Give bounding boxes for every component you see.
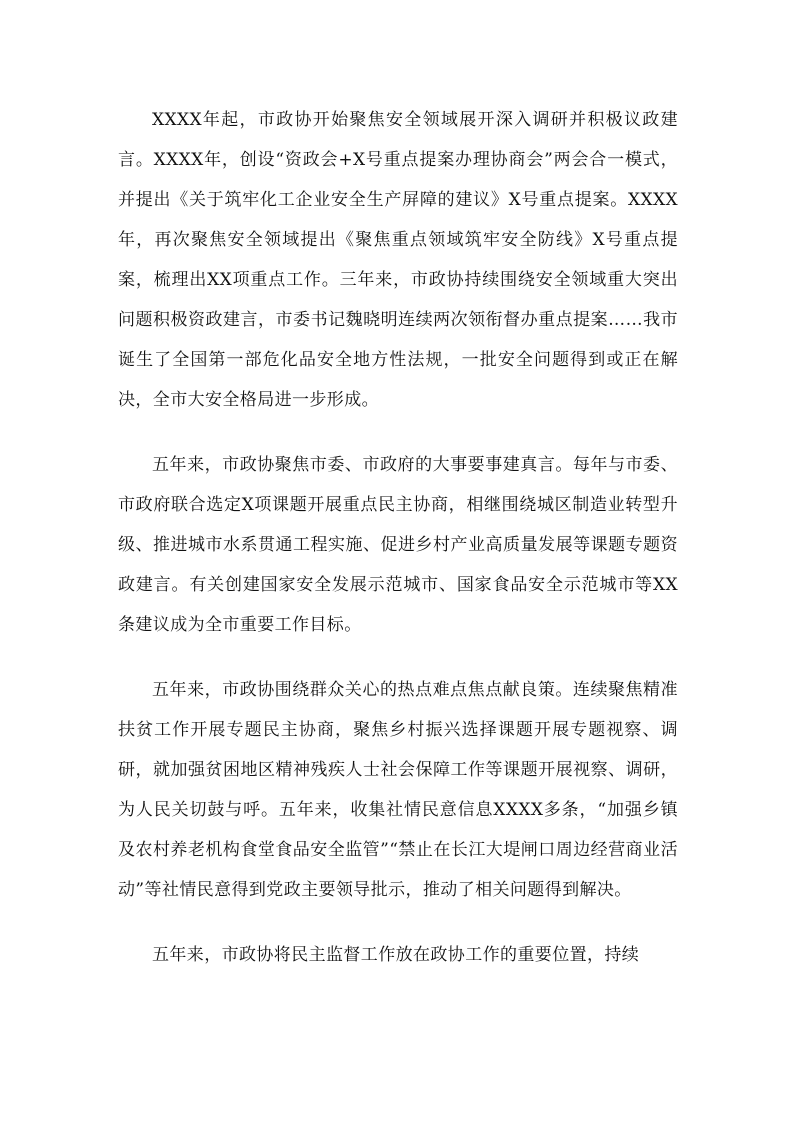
paragraph-democratic-supervision: 五年来，市政协将民主监督工作放在政协工作的重要位置，持续	[152, 945, 640, 965]
paragraph-major-affairs: 五年来，市政协聚焦市委、市政府的大事要事建真言。每年与市委、市政府联合选定X项课题开展重点民主协商，相继围绕城区制造业转型升级、推进城市水系贯通工程实施、促进乡村产业高质量发展等课题专题资政建言。有关创建国家安全发展示范城市、国家食品安全示范城市等XX条建议成为全市重要工作目标。	[118, 455, 678, 635]
document-body	[118, 100, 678, 1000]
paragraph-public-concerns: 五年来，市政协围绕群众关心的热点难点焦点献良策。连续聚焦精准扶贫工作开展专题民主协商，聚焦乡村振兴选择课题开展专题视察、调研，就加强贫困地区精神残疾人士社会保障工作等课题开展视察、调研，为人民关切鼓与呼。五年来，收集社情民意信息XXXX多条，“加强乡镇及农村养老机构食堂食品安全监管”“禁止在长江大堤闸口周边经营商业活动”等社情民意得到党政主要领导批示，推动了相关问题得到解决。	[118, 680, 678, 900]
paragraph-safety-field: XXXX年起，市政协开始聚焦安全领域展开深入调研并积极议政建言。XXXX年，创设“资政会+X号重点提案办理协商会”两会合一模式，并提出《关于筑牢化工企业安全生产屏障的建议》X号重点提案。XXXX年，再次聚焦安全领域提出《聚焦重点领域筑牢安全防线》X号重点提案，梳理出XX项重点工作。三年来，市政协持续围绕安全领域重大突出问题积极资政建言，市委书记魏晓明连续两次领衔督办重点提案……我市诞生了全国第一部危化品安全地方性法规，一批安全问题得到或正在解决，全市大安全格局进一步形成。	[118, 110, 678, 410]
